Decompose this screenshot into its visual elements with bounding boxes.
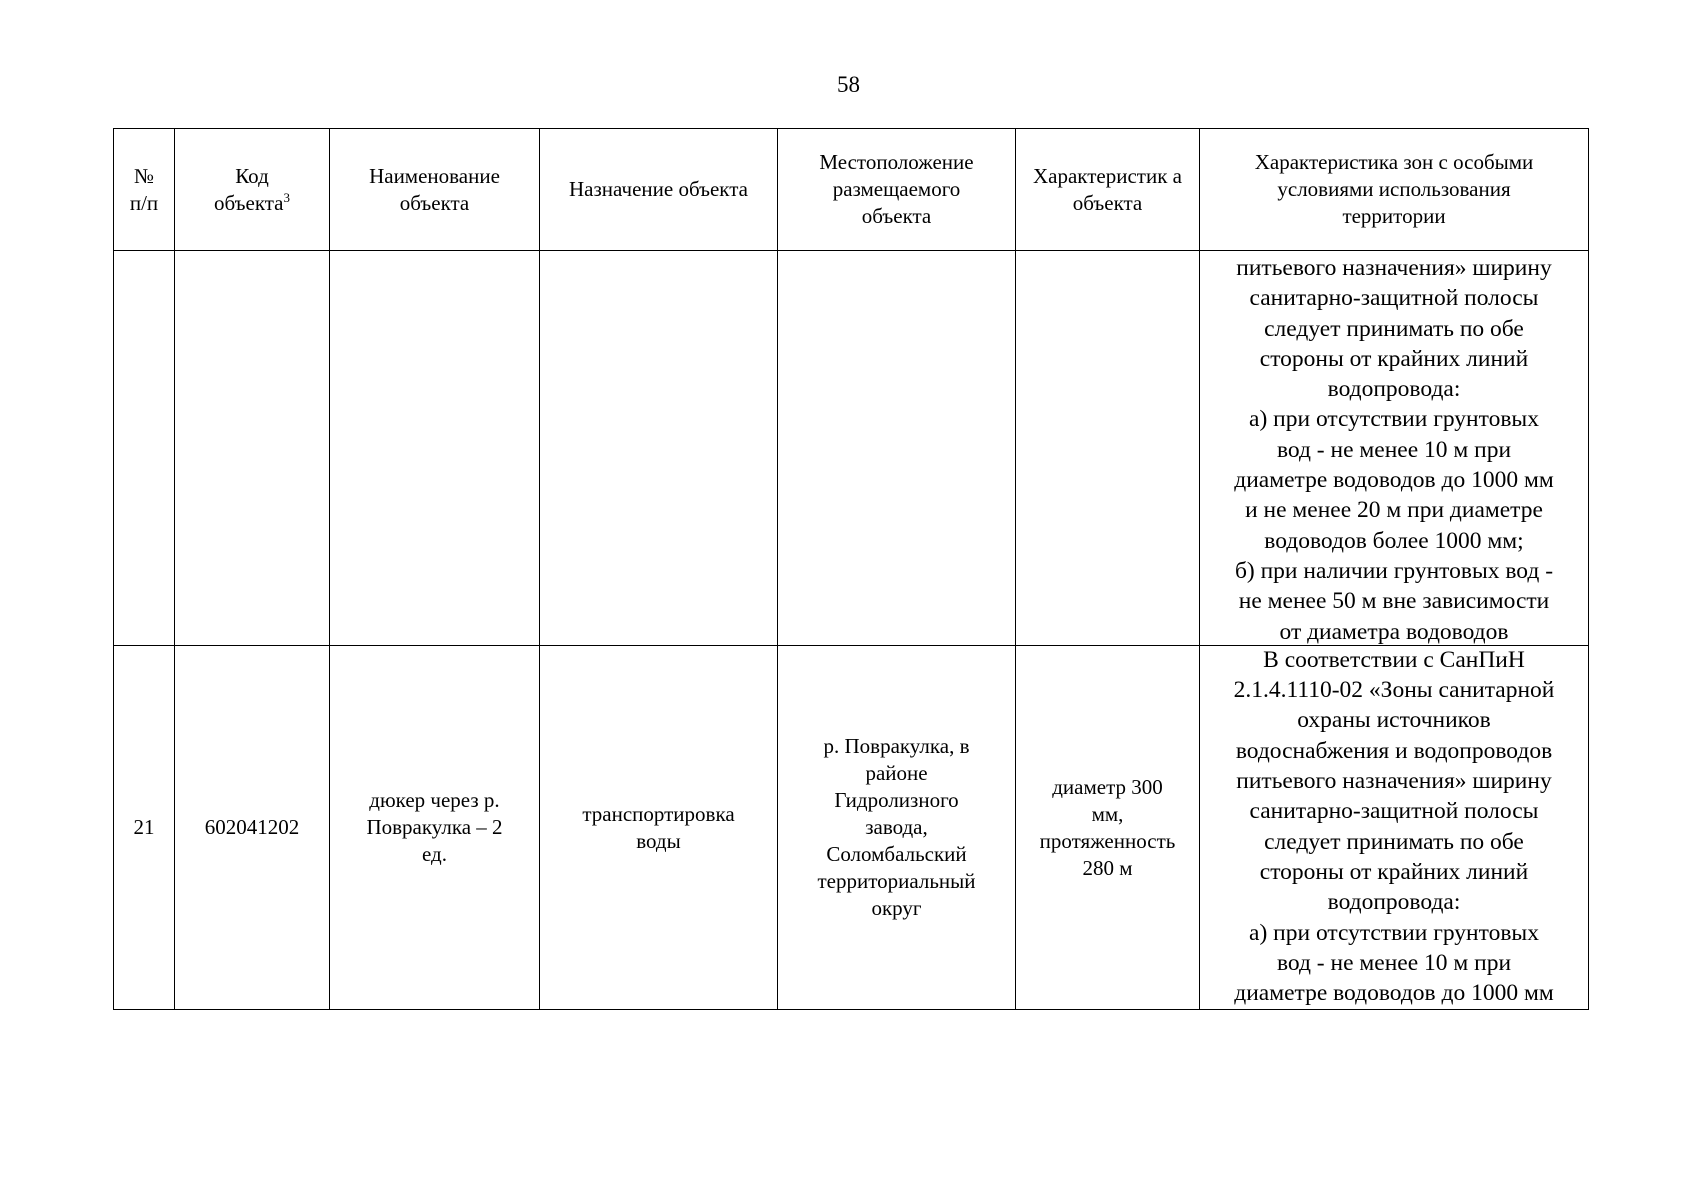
cell-location (778, 251, 1016, 646)
text-line: охраны источников (1297, 707, 1491, 734)
text-line: вод - не менее 10 м при (1276, 949, 1512, 976)
table-row-continuation (114, 251, 1589, 646)
text-line: 280 м (1082, 855, 1133, 880)
text-line: ед. (422, 842, 447, 867)
text-line: следует принимать по обе (1264, 315, 1524, 342)
header-characteristic: Характеристик а объекта (1016, 129, 1200, 251)
cell-location (778, 645, 1016, 1010)
text-line: питьевого назначения» ширину (1236, 255, 1552, 281)
text-line: следует принимать по обе (1264, 828, 1524, 855)
text-line: районе (865, 761, 928, 786)
text-line: санитарно-защитной полосы (1249, 285, 1539, 312)
cell-characteristic (1016, 645, 1200, 1010)
text-line: территориальный (817, 869, 976, 894)
text-line: питьевого назначения» ширину (1236, 768, 1552, 795)
text-line: б) при наличии грунтовых вод - (1234, 557, 1554, 584)
cell-zones (1200, 645, 1589, 1010)
header-purpose: Назначение объекта (540, 129, 778, 251)
cell-code: 602041202 (175, 645, 330, 1010)
table-header-row (114, 129, 1589, 251)
text-line: округ (871, 896, 922, 921)
text-line: санитарно-защитной полосы (1249, 798, 1539, 825)
table-row-21 (114, 645, 1589, 1010)
cell-code (175, 251, 330, 646)
text-line: воды (636, 828, 681, 853)
text-line: водоснабжения и водопроводов (1235, 737, 1553, 764)
text-line: стороны от крайних линий (1259, 858, 1529, 885)
header-location: Местоположение размещаемого объекта (778, 129, 1016, 251)
cell-name (330, 251, 540, 646)
text-line: Соломбальский (826, 842, 967, 867)
text-line: завода, (865, 815, 928, 840)
text-line: дюкер через р. (369, 788, 500, 813)
text-line: не менее 50 м вне зависимости (1238, 588, 1550, 615)
cell-num (114, 251, 175, 646)
footnote-marker: 3 (283, 189, 291, 205)
cell-purpose (540, 645, 778, 1010)
cell-name (330, 645, 540, 1010)
cell-purpose (540, 251, 778, 646)
text-line: Гидролизного (834, 788, 959, 813)
cell-characteristic (1016, 251, 1200, 646)
text-line: водоводов более 1000 мм; (1264, 527, 1524, 554)
text-line: а) при отсутствии грунтовых (1249, 919, 1539, 946)
header-zones: Характеристика зон с особыми условиями использования территории (1200, 129, 1589, 251)
text-line: стороны от крайних линий (1259, 345, 1529, 372)
objects-table (113, 128, 1589, 1010)
text-line: Повракулка – 2 (366, 815, 503, 840)
text-line: диаметре водоводов до 1000 мм (1234, 980, 1554, 1007)
header-num: № п/п (114, 129, 175, 251)
text-line: диаметр 300 (1052, 774, 1163, 799)
text-line: протяженность (1039, 828, 1176, 853)
header-code: Код объекта$^3$ (175, 129, 330, 251)
text-line: от диаметра водоводов (1279, 618, 1509, 645)
text-line: транспортировка (582, 801, 735, 826)
cell-zones (1200, 251, 1589, 646)
text-line: и не менее 20 м при диаметре (1245, 497, 1543, 524)
text-line: водопровода: (1327, 376, 1461, 403)
text-line: водопровода: (1327, 889, 1461, 916)
page-number: 58 (837, 72, 860, 97)
header-name: Наименование объекта (330, 129, 540, 251)
text-line: вод - не менее 10 м при (1276, 436, 1512, 463)
text-line: диаметре водоводов до 1000 мм (1234, 467, 1554, 494)
text-line: р. Повракулка, в (823, 734, 970, 759)
text-line: В соответствии с СанПиН (1263, 646, 1525, 673)
text-line: мм, (1091, 801, 1124, 826)
cell-num: 21 (114, 645, 175, 1010)
text-line: а) при отсутствии грунтовых (1249, 406, 1539, 433)
text-line: 2.1.4.1110-02 «Зоны санитарной (1233, 677, 1555, 704)
